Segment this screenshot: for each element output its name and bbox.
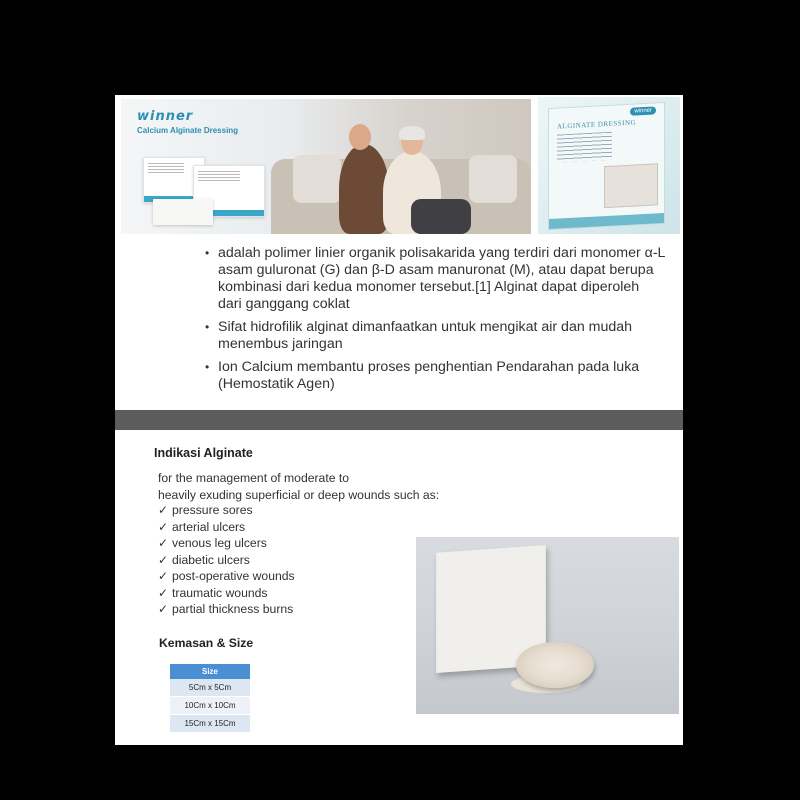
product-flyer — [115, 95, 683, 745]
check-icon: ✓ — [158, 602, 169, 616]
bullet-item: • Sifat hidrofilik alginat dimanfaatkan untuk mengikat air dan mudah menembus jaringan — [205, 319, 633, 352]
woman-hair — [399, 126, 425, 140]
bullet-item: • adalah polimer linier organik polisakarida yang terdiri dari monomer α-L asam guluronat (G) dan β-D asam manuronat (M), atau dapat berupa kombinasi dari kedua monomer tersebut.[1] Alginat dapat diperoleh dari ganggang coklat — [205, 245, 665, 312]
check-icon: ✓ — [158, 585, 169, 600]
list-item: ✓ diabetic ulcers — [158, 552, 250, 567]
left-black-bar — [0, 95, 115, 745]
product-box-image — [538, 97, 680, 234]
dressing-photo — [416, 537, 679, 714]
table-row: 5Cm x 5Cm — [170, 679, 250, 697]
check-icon: ✓ — [158, 519, 169, 534]
list-item: ✓ partial thickness burns — [158, 602, 294, 616]
product-name: Calcium Alginate Dressing — [137, 126, 239, 135]
list-item: ✓ venous leg ulcers — [158, 536, 267, 550]
box-brand-logo: winner — [630, 106, 656, 115]
right-black-bar — [683, 95, 800, 745]
list-item: ✓ pressure sores — [158, 503, 253, 517]
check-icon: ✓ — [158, 552, 169, 567]
pillow-image — [293, 155, 341, 203]
check-icon: ✓ — [158, 503, 169, 517]
size-table — [170, 664, 250, 733]
banner-image — [121, 99, 531, 234]
list-item: ✓ traumatic wounds — [158, 585, 268, 600]
kemasan-title: Kemasan & Size — [159, 636, 254, 650]
bullet-item: • Ion Calcium membantu proses penghentian Pendarahan pada luka (Hemostatik Agen) — [205, 359, 640, 392]
list-item: ✓ arterial ulcers — [158, 519, 246, 534]
brand-logo: winner — [137, 109, 194, 124]
divider-band — [115, 410, 683, 430]
man-head — [349, 124, 371, 150]
alginate-rope-image — [516, 642, 594, 688]
jeans — [411, 199, 471, 234]
check-icon: ✓ — [158, 569, 169, 583]
table-row: 10Cm x 10Cm — [170, 697, 250, 715]
indication-list — [158, 502, 295, 618]
man-figure — [339, 144, 389, 234]
indikasi-title: Indikasi Alginate — [154, 446, 253, 460]
box-pad-image — [604, 163, 658, 208]
dressing-pad-image — [153, 199, 213, 225]
box-title: ALGINATE DRESSING — [557, 118, 637, 131]
description-bullets — [205, 245, 665, 399]
bottom-black-bar — [0, 745, 800, 800]
table-row: 15Cm x 15Cm — [170, 715, 250, 733]
size-table-header: Size — [170, 664, 250, 679]
check-icon: ✓ — [158, 536, 169, 550]
top-black-bar — [0, 0, 800, 95]
list-item: ✓ post-operative wounds — [158, 569, 295, 583]
indikasi-intro: for the management of moderate to heavily exuding superficial or deep wounds such as: — [158, 471, 440, 502]
pillow-image — [469, 155, 517, 203]
